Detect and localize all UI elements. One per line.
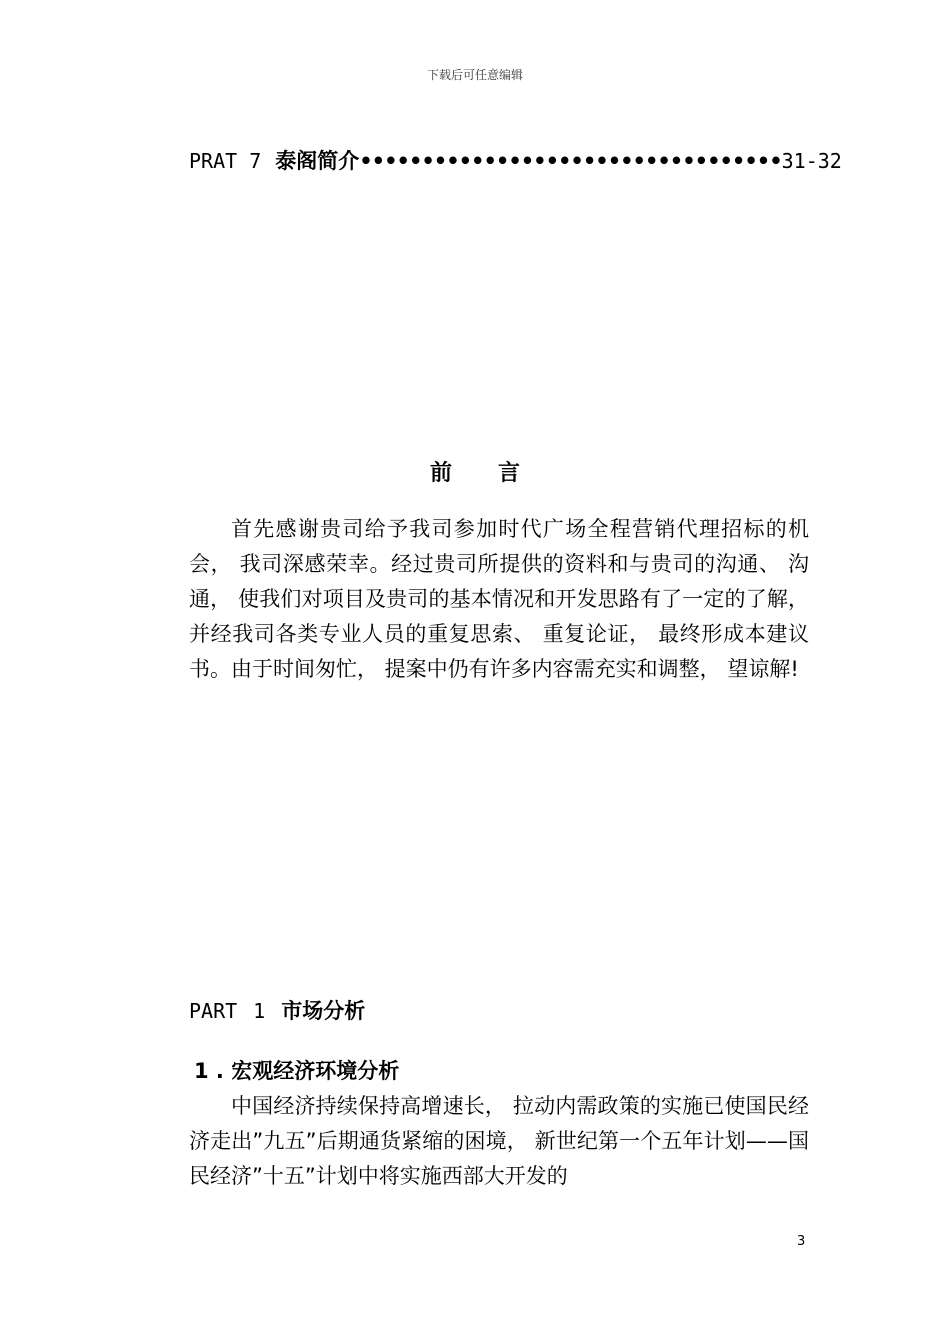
part-label: PART bbox=[189, 999, 238, 1023]
toc-entry bbox=[189, 146, 842, 176]
preface-title: 前言 bbox=[429, 461, 566, 486]
header-note: 下载后可任意编辑 bbox=[426, 68, 523, 82]
preface-paragraph: 首先感谢贵司给予我司参加时代广场全程营销代理招标的机会， 我司深感荣幸。经过贵司所提供的资料和与贵司的沟通、 沟通， 使我们对项目及贵司的基本情况和开发思路有了一定的了解， 并经我司各类专业人员的重复思索、 重复论证， 最终形成本建议书。由于时间匆忙， 提案中仍有许多内容需充实和调整， 望谅解! bbox=[189, 517, 809, 681]
toc-title: 泰阁简介 bbox=[275, 149, 360, 173]
section-body bbox=[189, 1089, 809, 1194]
section-paragraph: 中国经济持续保持高增速长， 拉动内需政策的实施已使国民经济走出”九五”后期通货紧缩的困境， 新世纪第一个五年计划——国民经济”十五”计划中将实施西部大开发的 bbox=[189, 1094, 809, 1188]
page-number: 3 bbox=[797, 1234, 806, 1249]
part-number: 1 bbox=[253, 999, 266, 1023]
part-title: 市场分析 bbox=[281, 999, 366, 1023]
section-heading: 1 . 宏观经济环境分析 bbox=[194, 1059, 400, 1083]
part-heading bbox=[189, 996, 365, 1026]
toc-part-label: PRAT 7 bbox=[189, 149, 262, 173]
toc-leader: •••••••••••••••••••••••••••••••••• bbox=[359, 149, 782, 173]
toc-pages: 31-32 bbox=[781, 149, 842, 173]
preface-body bbox=[189, 512, 809, 687]
